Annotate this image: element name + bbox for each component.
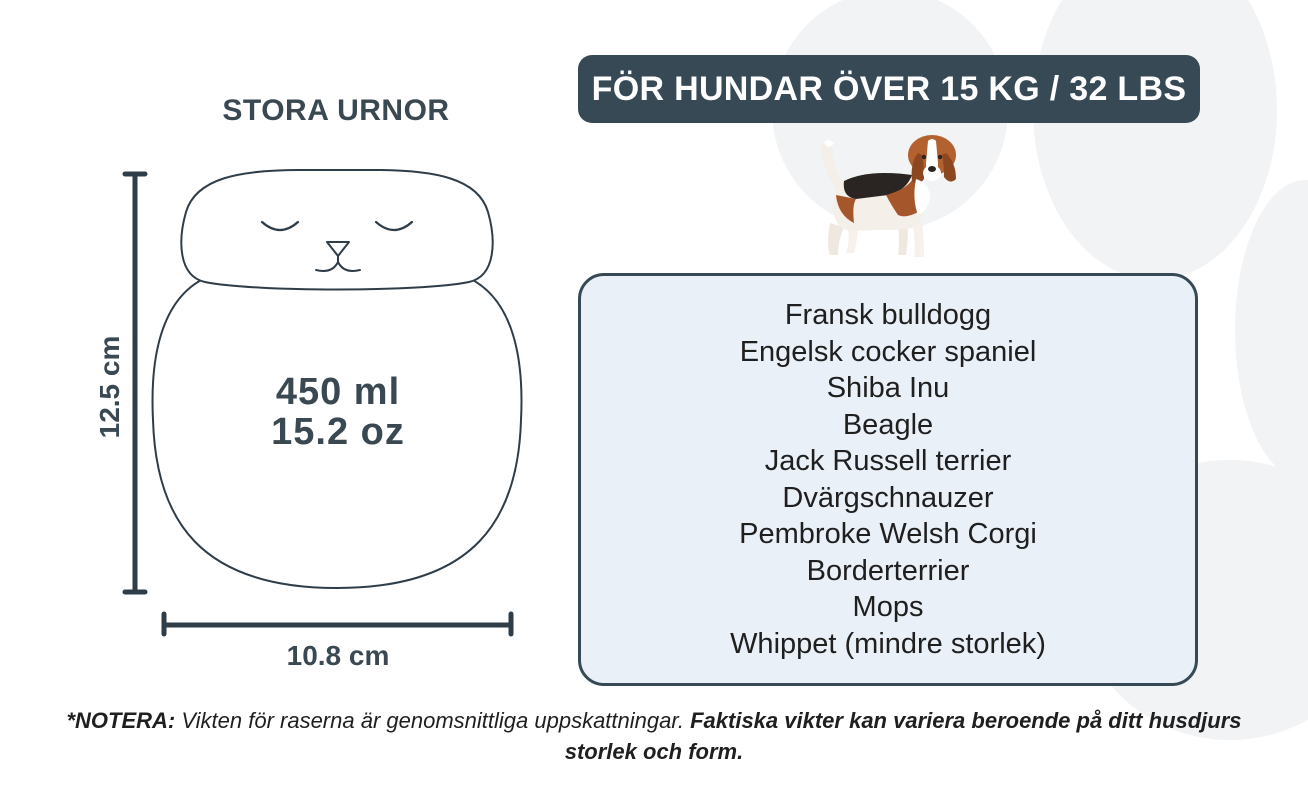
height-dimension-line bbox=[125, 174, 145, 592]
breed-item: Engelsk cocker spaniel bbox=[739, 335, 1037, 368]
breed-item: Mops bbox=[852, 591, 924, 623]
breed-item: Whippet (mindre storlek) bbox=[730, 627, 1046, 660]
breed-item: Jack Russell terrier bbox=[764, 445, 1012, 477]
breed-item: Fransk bulldogg bbox=[784, 299, 992, 331]
height-label: 12.5 cm bbox=[94, 335, 125, 439]
volume-oz: 15.2 oz bbox=[271, 411, 405, 453]
breed-item: Beagle bbox=[842, 408, 934, 441]
breed-item: Dvärgschnauzer bbox=[782, 481, 994, 514]
urn-size-title: STORA URNOR bbox=[222, 94, 450, 127]
note-text: Vikten för raserna är genomsnittliga uppskattningar. bbox=[175, 708, 691, 733]
note-emphasis: Faktiska vikter kan variera beroende på ditt husdjurs storlek och form. bbox=[564, 708, 1242, 764]
volume-ml: 450 ml bbox=[275, 371, 401, 413]
breed-item: Shiba Inu bbox=[826, 372, 950, 404]
breed-item: Borderterrier bbox=[806, 554, 970, 587]
weight-category-text: FÖR HUNDAR ÖVER 15 KG / 32 LBS bbox=[591, 69, 1187, 108]
note-label: *NOTERA: bbox=[66, 708, 176, 733]
width-dimension-line bbox=[164, 614, 511, 634]
breed-list-box bbox=[578, 273, 1198, 686]
width-label: 10.8 cm bbox=[286, 640, 390, 671]
urn-volume bbox=[188, 372, 488, 452]
breed-item: Pembroke Welsh Corgi bbox=[739, 518, 1037, 550]
beagle-dog-icon bbox=[808, 133, 968, 265]
weight-category-badge bbox=[578, 55, 1200, 123]
urn-lid bbox=[181, 170, 492, 290]
disclaimer-note bbox=[60, 705, 1248, 767]
